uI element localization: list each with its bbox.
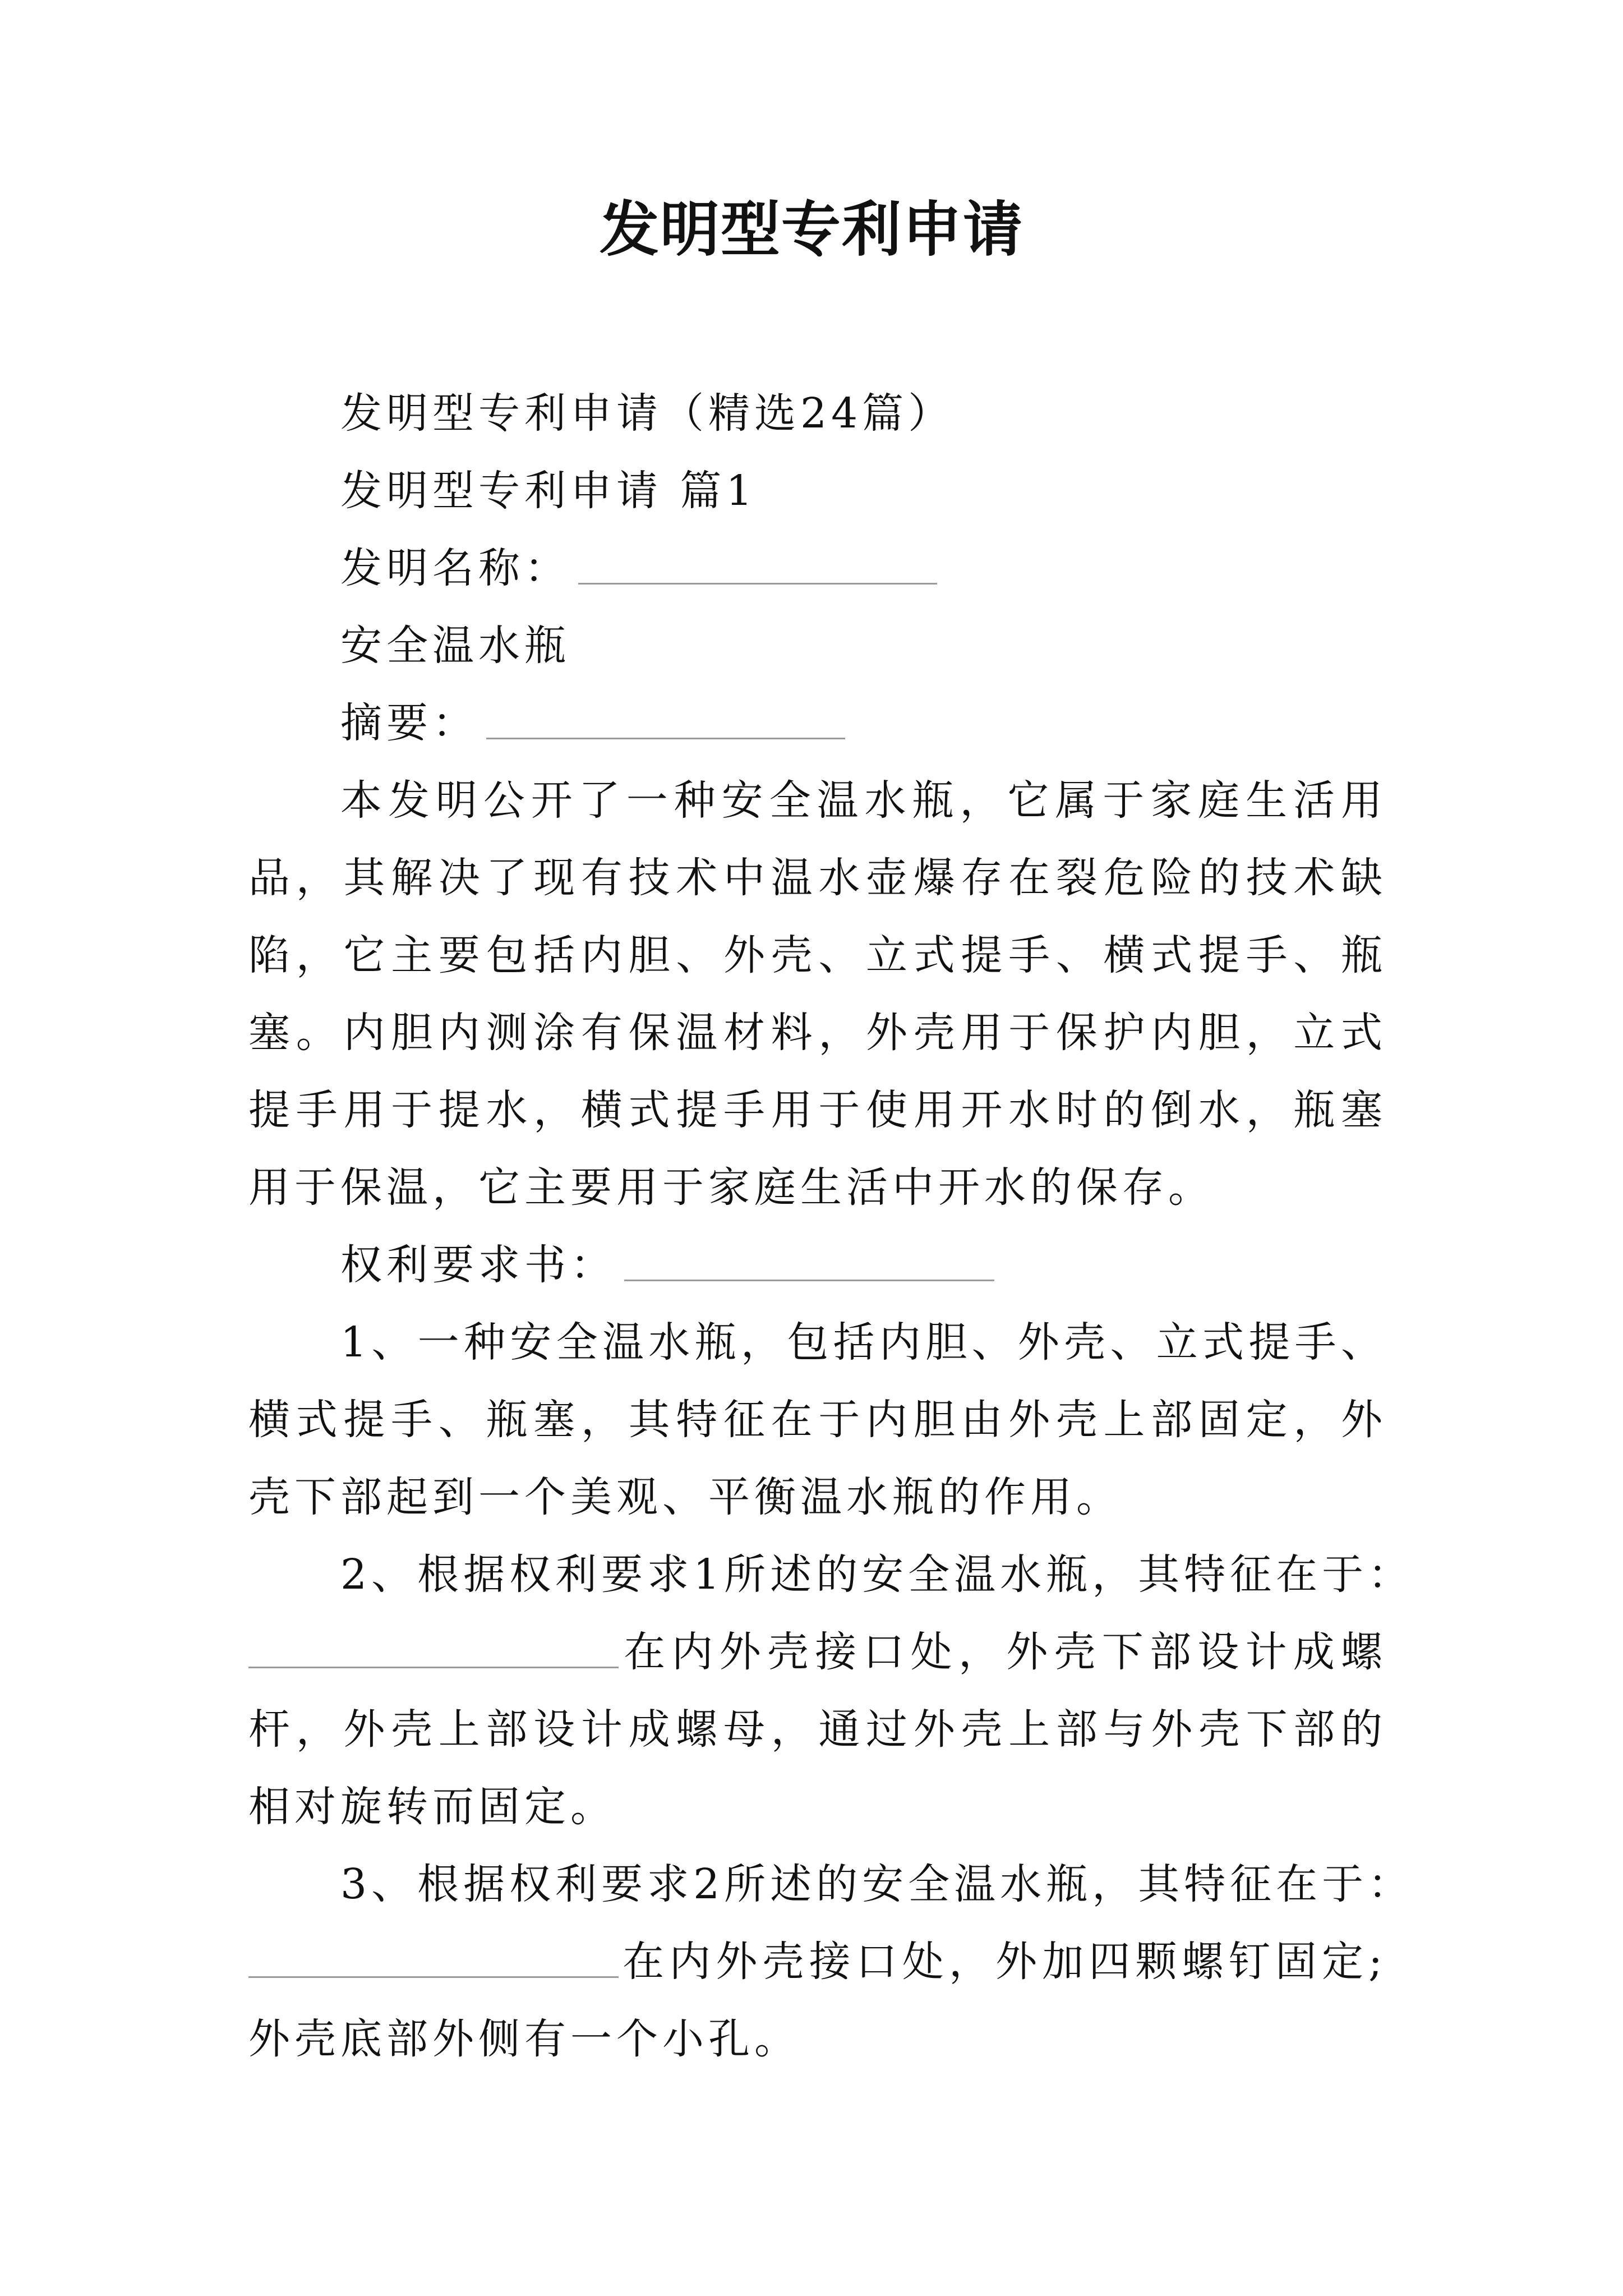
invention-name-row — [248, 530, 1387, 607]
document-title: 发明型专利申请 — [600, 195, 1023, 264]
document-subtitle: 发明型专利申请（精选24篇） — [340, 389, 955, 438]
claim-2-intro: 2、根据权利要求1所述的安全温水瓶，其特征在于： — [340, 1550, 1414, 1599]
claim-1-paragraph: 1、一种安全温水瓶，包括内胆、外壳、立式提手、横式提手、瓶塞，其特征在于内胆由外壳上部固定，外壳下部起到一个美观、平衡温水瓶的作用。 — [248, 1318, 1387, 1521]
fill-in-blank — [248, 1976, 619, 1978]
section-heading: 发明型专利申请 篇1 — [340, 467, 757, 515]
fill-in-blank — [624, 1279, 994, 1281]
claim-2-body: 在内外壳接口处，外壳下部设计成螺杆，外壳上部设计成螺母，通过外壳上部与外壳下部的相对旋转而固定。 — [248, 1628, 1387, 1831]
abstract-label: 摘要： — [340, 699, 478, 747]
fill-in-blank — [486, 737, 845, 739]
invention-name-label: 发明名称： — [340, 544, 570, 592]
abstract-row — [248, 684, 1387, 762]
abstract-paragraph: 本发明公开了一种安全温水瓶，它属于家庭生活用品，其解决了现有技术中温水壶爆存在裂危险的技术缺陷，它主要包括内胆、外壳、立式提手、横式提手、瓶塞。内胆内测涂有保温材料，外壳用于保护内胆，立式提手用于提水，横式提手用于使用开水时的倒水，瓶塞用于保温，它主要用于家庭生活中开水的保存。 — [248, 776, 1387, 1212]
fill-in-blank — [248, 1666, 619, 1668]
claim-2-paragraph — [248, 1613, 1387, 1846]
invention-name: 安全温水瓶 — [340, 622, 570, 670]
claim-3-paragraph — [248, 1923, 1387, 2078]
document-body — [248, 375, 1414, 2078]
claims-row — [248, 1226, 1387, 1304]
fill-in-blank — [578, 582, 937, 585]
claims-label: 权利要求书： — [340, 1241, 616, 1289]
claim-3-body: 在内外壳接口处，外加四颗螺钉固定;外壳底部外侧有一个小孔。 — [248, 1938, 1387, 2063]
claim-3-intro: 3、根据权利要求2所述的安全温水瓶，其特征在于： — [340, 1860, 1414, 1908]
